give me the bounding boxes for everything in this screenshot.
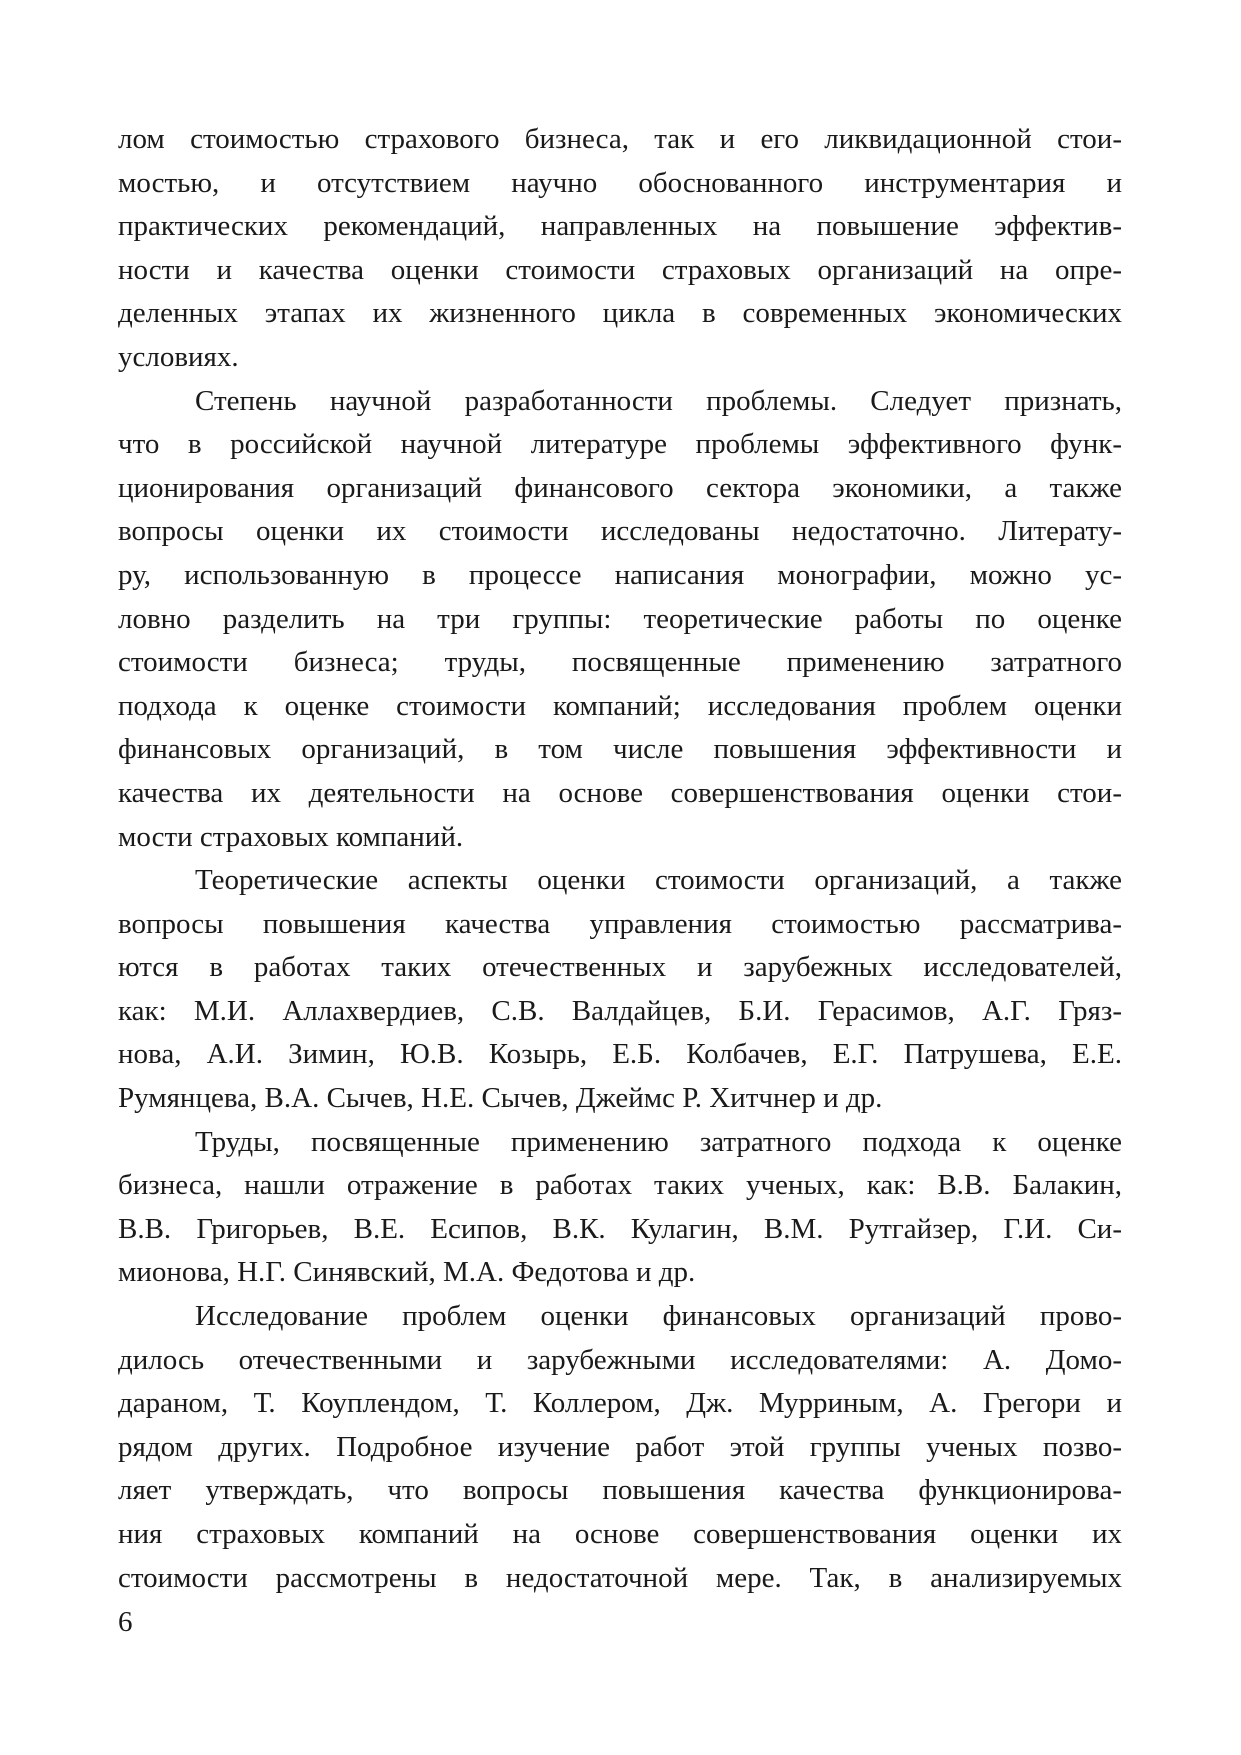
text-line: вопросы повышения качества управления стоимостью рассматрива- <box>118 907 1122 940</box>
text-line: финансовых организаций, в том числе повышения эффективности и <box>118 733 1122 766</box>
text-line: дилось отечественными и зарубежными исследователями: А. Домо- <box>118 1343 1122 1376</box>
paragraph-first-line: Теоретические аспекты оценки стоимости организаций, а также <box>195 864 1122 897</box>
text-line: деленных этапах их жизненного цикла в современных экономических <box>118 297 1122 330</box>
text-line: что в российской научной литературе проблемы эффективного функ- <box>118 428 1122 461</box>
text-line: качества их деятельности на основе совершенствования оценки стои- <box>118 776 1122 809</box>
text-line: мионова, Н.Г. Синявский, М.А. Федотова и др. <box>118 1256 696 1289</box>
text-line: ния страховых компаний на основе совершенствования оценки их <box>118 1518 1122 1550</box>
text-line: условиях. <box>118 340 239 373</box>
text-line: В.В. Григорьев, В.Е. Есипов, В.К. Кулагин, В.М. Рутгайзер, Г.И. Си- <box>118 1212 1122 1245</box>
text-line: ловно разделить на три группы: теоретические работы по оценке <box>118 602 1122 635</box>
text-line: лом стоимостью страхового бизнеса, так и его ликвидационной стои- <box>118 123 1122 155</box>
text-line: бизнеса, нашли отражение в работах таких ученых, как: В.В. Балакин, <box>118 1169 1122 1202</box>
text-line: рядом других. Подробное изучение работ этой группы ученых позво- <box>118 1430 1122 1463</box>
text-line: ются в работах таких отечественных и зарубежных исследователей, <box>118 951 1122 984</box>
text-line: мости страховых компаний. <box>118 820 464 853</box>
text-line: Румянцева, В.А. Сычев, Н.Е. Сычев, Джеймс Р. Хитчнер и др. <box>118 1082 883 1115</box>
paragraph-first-line: Степень научной разработанности проблемы. Следует признать, <box>195 384 1122 417</box>
paragraph-first-line: Труды, посвященные применению затратного подхода к оценке <box>195 1125 1122 1158</box>
text-line: ру, использованную в процессе написания монографии, можно ус- <box>118 558 1122 591</box>
text-line: ционирования организаций финансового сектора экономики, а также <box>118 471 1122 504</box>
text-line: нова, А.И. Зимин, Ю.В. Козырь, Е.Б. Колбачев, Е.Г. Патрушева, Е.Е. <box>118 1038 1122 1071</box>
text-line: практических рекомендаций, направленных на повышение эффектив- <box>118 210 1122 243</box>
page-number: 6 <box>118 1606 133 1638</box>
text-line: мостью, и отсутствием научно обоснованного инструментария и <box>118 166 1122 199</box>
text-line: стоимости бизнеса; труды, посвященные применению затратного <box>118 646 1122 679</box>
paragraph-first-line: Исследование проблем оценки финансовых организаций прово- <box>195 1300 1122 1333</box>
text-line: вопросы оценки их стоимости исследованы недостаточно. Литерату- <box>118 515 1122 548</box>
body-text <box>118 118 1122 1600</box>
text-line: подхода к оценке стоимости компаний; исследования проблем оценки <box>118 689 1122 722</box>
text-line: стоимости рассмотрены в недостаточной мере. Так, в анализируемых <box>118 1561 1122 1594</box>
text-line: ности и качества оценки стоимости страховых организаций на опре- <box>118 253 1122 286</box>
text-line: как: М.И. Аллахвердиев, С.В. Валдайцев, Б.И. Герасимов, А.Г. Гряз- <box>118 994 1122 1027</box>
text-line: дараном, Т. Коуплендом, Т. Коллером, Дж. Мурриным, А. Грегори и <box>118 1387 1122 1420</box>
text-line: ляет утверждать, что вопросы повышения качества функционирова- <box>118 1474 1122 1507</box>
